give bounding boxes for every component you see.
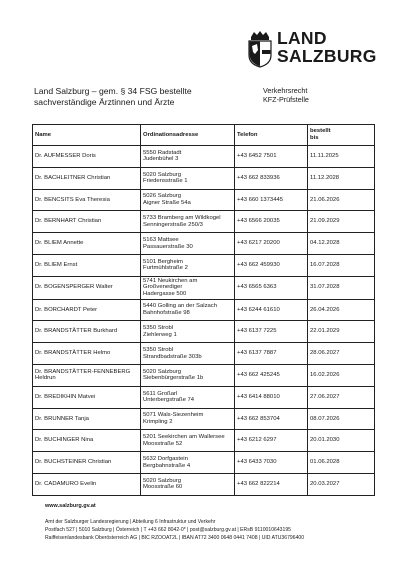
cell-phone: +43 662 833936	[235, 167, 308, 189]
cell-phone: +43 662 822214	[235, 473, 308, 495]
address-line-1: 5350 Strobl	[143, 325, 174, 332]
address-line-1: 5101 Bergheim	[143, 258, 183, 265]
address-line-1: 5020 Salzburg	[143, 477, 181, 484]
cell-address	[141, 343, 235, 365]
heading-line-1: Land Salzburg – gem. § 34 FSG bestellte	[34, 86, 192, 96]
salzburg-crest-icon	[247, 30, 273, 68]
cell-address	[141, 276, 235, 299]
cell-until: 16.02.2026	[308, 364, 375, 386]
department-label	[263, 86, 383, 104]
cell-until: 21.06.2026	[308, 189, 375, 211]
table-row	[33, 386, 375, 408]
table-row	[33, 211, 375, 233]
table-row	[33, 473, 375, 495]
cell-phone: +43 662 425245	[235, 364, 308, 386]
cell-address	[141, 430, 235, 452]
cell-name	[33, 146, 141, 168]
address-line-1: 5440 Golling an der Salzach	[143, 303, 218, 310]
address-line-1: 5611 Großarl	[143, 390, 178, 397]
cell-name	[33, 473, 141, 495]
address-line-1: 5163 Mattsee	[143, 236, 179, 243]
cell-until: 08.07.2026	[308, 408, 375, 430]
cell-name	[33, 386, 141, 408]
name-line-2: Heldrun	[35, 375, 56, 382]
cell-address	[141, 211, 235, 233]
name-line-1: Dr. BOGENSPERGER Walter	[35, 284, 113, 291]
cell-address	[141, 299, 235, 321]
logo-line-1: LAND	[277, 28, 327, 48]
address-line-2: Bahnhofstraße 98	[143, 309, 190, 316]
cell-phone: +43 662 459930	[235, 254, 308, 276]
cell-address	[141, 146, 235, 168]
address-line-2: Siebenbürgerstraße 1b	[143, 375, 204, 382]
name-line-1: Dr. CADAMURO Evelin	[35, 481, 97, 488]
cell-phone: +43 6452 7501	[235, 146, 308, 168]
cell-name	[33, 452, 141, 474]
cell-phone: +43 6137 7225	[235, 321, 308, 343]
cell-until: 21.09.2029	[308, 211, 375, 233]
address-line-1: 5020 Salzburg	[143, 171, 181, 178]
cell-name	[33, 364, 141, 386]
cell-until: 27.06.2027	[308, 386, 375, 408]
cell-phone: +43 6244 61610	[235, 299, 308, 321]
address-line-1: 5741 Neukirchen am Großvenediger	[143, 277, 198, 291]
cell-address	[141, 321, 235, 343]
cell-phone: +43 6433 7030	[235, 452, 308, 474]
header-until-line-1: bestellt	[310, 128, 331, 135]
address-line-2: Strandbadstraße 303b	[143, 353, 202, 360]
cell-address	[141, 408, 235, 430]
address-line-1: 5020 Salzburg	[143, 368, 181, 375]
address-line-1: 5550 Radstadt	[143, 149, 182, 156]
cell-address	[141, 254, 235, 276]
header-address: Ordinationsadresse	[141, 125, 235, 146]
logo-line-2: SALZBURG	[277, 46, 377, 66]
cell-until: 11.12.2028	[308, 167, 375, 189]
cell-name	[33, 276, 141, 299]
cell-until: 26.04.2026	[308, 299, 375, 321]
name-line-1: Dr. BACHLEITNER Christian	[35, 174, 111, 181]
cell-phone: +43 6414 88010	[235, 386, 308, 408]
address-line-1: 5026 Salzburg	[143, 193, 181, 200]
address-line-1: 5350 Strobl	[143, 346, 174, 353]
table-row	[33, 430, 375, 452]
cell-phone: +43 662 853704	[235, 408, 308, 430]
address-line-2: Hadergasse 500	[143, 290, 187, 297]
cell-name	[33, 254, 141, 276]
table-row	[33, 276, 375, 299]
cell-until: 22.01.2029	[308, 321, 375, 343]
cell-until: 16.07.2028	[308, 254, 375, 276]
document-heading	[34, 86, 254, 107]
cell-phone: +43 6212 6297	[235, 430, 308, 452]
cell-until: 20.03.2027	[308, 473, 375, 495]
name-line-1: Dr. BERNHART Christian	[35, 218, 102, 225]
cell-name	[33, 343, 141, 365]
table-row	[33, 452, 375, 474]
department-line-1: Verkehrsrecht	[263, 86, 308, 95]
name-line-1: Dr. BLIEM Annette	[35, 240, 84, 247]
land-salzburg-logo	[247, 30, 377, 70]
name-line-1: Dr. BRUNNER Tanja	[35, 415, 89, 422]
address-line-2: Ziehlerweg 1	[143, 331, 177, 338]
address-line-2: Judenbühel 3	[143, 156, 179, 163]
address-line-2: Friedensstraße 1	[143, 178, 188, 185]
address-line-1: 5201 Seekirchen am Wallersee	[143, 434, 225, 441]
cell-until: 31.07.2028	[308, 276, 375, 299]
header-phone: Telefon	[235, 125, 308, 146]
cell-name	[33, 167, 141, 189]
name-line-1: Dr. BLIEM Ernst	[35, 262, 78, 269]
address-line-2: Passauerstraße 30	[143, 243, 193, 250]
cell-until: 11.11.2025	[308, 146, 375, 168]
address-line-2: Unterbergstraße 74	[143, 397, 195, 404]
logo-wordmark	[277, 30, 377, 65]
address-line-2: Bergbahnstraße 4	[143, 462, 191, 469]
name-line-1: Dr. BUCHINGER Nina	[35, 437, 94, 444]
address-line-2: Krimpling 2	[143, 418, 173, 425]
name-line-1: Dr. BRANDSTÄTTER Burkhard	[35, 328, 118, 335]
cell-name	[33, 189, 141, 211]
footer-line-1: Amt der Salzburger Landesregierung | Abteilung 6 Infrastruktur und Verkehr	[45, 519, 216, 525]
address-line-1: 5071 Wals-Siezenheim	[143, 412, 204, 419]
table-row	[33, 299, 375, 321]
table-row	[33, 321, 375, 343]
address-line-1: 5632 Dorfgastein	[143, 455, 188, 462]
header-until-line-2: bis	[310, 135, 319, 141]
cell-name	[33, 233, 141, 255]
physicians-table	[32, 124, 375, 496]
table-row	[33, 364, 375, 386]
table-row	[33, 189, 375, 211]
name-line-1: Dr. BORCHARDT Peter	[35, 306, 98, 313]
address-line-2: Senningerstraße 250/3	[143, 221, 203, 228]
header-until	[308, 125, 375, 146]
cell-until: 28.06.2027	[308, 343, 375, 365]
name-line-1: Dr. BUCHSTEINER Christian	[35, 459, 112, 466]
cell-phone: +43 6565 6363	[235, 276, 308, 299]
department-line-2: KFZ-Prüfstelle	[263, 95, 309, 104]
cell-address	[141, 452, 235, 474]
footer-line-2: Postfach 527 | 5010 Salzburg | Österreich | T +43 662 8042-0* | post@salzburg.gv.at | ERsB 9110010643195	[45, 527, 292, 534]
cell-until: 04.12.2028	[308, 233, 375, 255]
cell-phone: +43 660 1373445	[235, 189, 308, 211]
address-line-1: 5733 Bramberg am Wildkogel	[143, 215, 221, 222]
table-row	[33, 167, 375, 189]
cell-address	[141, 364, 235, 386]
table-row	[33, 254, 375, 276]
cell-name	[33, 430, 141, 452]
cell-phone: +43 6566 20035	[235, 211, 308, 233]
table-row	[33, 146, 375, 168]
cell-phone: +43 6137 7887	[235, 343, 308, 365]
footer-info	[45, 518, 375, 543]
cell-name	[33, 299, 141, 321]
cell-address	[141, 473, 235, 495]
header-name: Name	[33, 125, 141, 146]
cell-address	[141, 233, 235, 255]
cell-name	[33, 321, 141, 343]
table-row	[33, 233, 375, 255]
cell-address	[141, 167, 235, 189]
cell-until: 20.01.2030	[308, 430, 375, 452]
address-line-2: Moosstraße 60	[143, 484, 183, 491]
heading-line-2: sachverständige Ärztinnen und Ärzte	[34, 96, 175, 107]
table-header-row	[33, 125, 375, 146]
name-line-1: Dr. BRANDSTÄTTER Helmo	[35, 350, 111, 357]
name-line-1: Dr. AUFMESSER Doris	[35, 153, 96, 160]
cell-name	[33, 408, 141, 430]
table-row	[33, 343, 375, 365]
cell-address	[141, 386, 235, 408]
table-row	[33, 408, 375, 430]
address-line-2: Moosstraße 52	[143, 440, 183, 447]
name-line-1: Dr. BREDIKHIN Matvei	[35, 393, 96, 400]
cell-name	[33, 211, 141, 233]
address-line-2: Furtmühlstraße 2	[143, 265, 188, 272]
name-line-1: Dr. BRANDSTÄTTER-FENNEBERG	[35, 368, 131, 375]
name-line-1: Dr. BENCSITS Eva Theresia	[35, 196, 110, 203]
cell-phone: +43 6217 20200	[235, 233, 308, 255]
cell-address	[141, 189, 235, 211]
cell-until: 01.06.2028	[308, 452, 375, 474]
footer-url: www.salzburg.gv.at	[45, 503, 96, 509]
address-line-2: Aigner Straße 54a	[143, 199, 191, 206]
footer-line-3: Raiffeisenlandesbank Oberösterreich AG | BIC RZOOAT2L | IBAN AT72 3400 0648 0441 7408 | UID ATU36796400	[45, 535, 305, 542]
